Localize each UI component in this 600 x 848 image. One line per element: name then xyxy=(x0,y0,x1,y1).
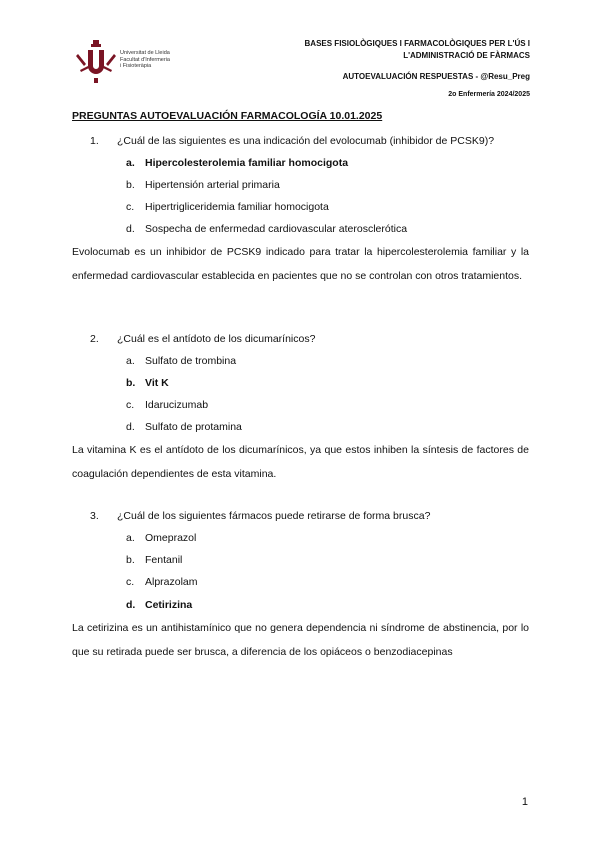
question-1-option-a xyxy=(126,157,348,169)
question-3-option-c xyxy=(126,576,198,588)
page-title: PREGUNTAS AUTOEVALUACIÓN FARMACOLOGÍA 10.01.2025 xyxy=(72,110,383,122)
course-title xyxy=(305,38,530,62)
option-letter: c. xyxy=(126,576,135,588)
question-1-option-d xyxy=(126,223,407,235)
option-text: Sospecha de enfermedad cardiovascular aterosclerótica xyxy=(145,223,408,235)
option-letter: d. xyxy=(126,599,136,611)
question-2-explanation: La vitamina K es el antídoto de los dicumarínicos, ya que estos inhiben la síntesis de factores de coagulación dependientes de esta vitamina. xyxy=(72,444,529,480)
course-title-line-1: BASES FISIOLÒGIQUES I FARMACOLÒGIQUES PER L'ÚS I xyxy=(304,39,530,48)
option-text: Sulfato de trombina xyxy=(145,355,237,367)
question-number: 3. xyxy=(90,510,99,522)
question-1-explanation: Evolocumab es un inhibidor de PCSK9 indicado para tratar la hipercolesterolemia familiar y la enfermedad cardiovascular establecida en pacientes que no se controlan con otros tratamientos. xyxy=(72,246,529,282)
option-letter: b. xyxy=(126,554,135,566)
page-number: 1 xyxy=(521,796,528,808)
option-text: Hipertensión arterial primaria xyxy=(145,179,280,191)
option-letter: a. xyxy=(126,157,135,169)
option-text: Omeprazol xyxy=(145,532,197,544)
question-3 xyxy=(90,510,430,522)
university-logo xyxy=(76,40,186,84)
option-text: Alprazolam xyxy=(145,576,198,588)
option-letter: b. xyxy=(126,179,135,191)
question-2-option-a xyxy=(126,355,236,367)
question-2-option-d xyxy=(126,421,242,433)
option-text: Vit K xyxy=(145,377,169,389)
question-2-option-c xyxy=(126,399,208,411)
option-letter: b. xyxy=(126,377,136,389)
question-number: 1. xyxy=(90,135,99,147)
question-3-option-a xyxy=(126,532,196,544)
course-title-line-2: L'ADMINISTRACIÓ DE FÀRMACS xyxy=(403,51,530,60)
option-letter: d. xyxy=(126,223,135,235)
question-3-explanation: La cetirizina es un antihistamínico que no genera dependencia ni síndrome de abstinencia, por lo que su retirada puede ser brusca, a diferencia de los opiáceos o benzodiacepinas xyxy=(72,622,529,658)
logo-text xyxy=(120,50,170,70)
logo-line-1: Universitat de Lleida xyxy=(120,50,170,56)
question-number: 2. xyxy=(90,333,99,345)
logo-line-2: Facultat d'Infermeria xyxy=(120,56,170,63)
course-year: 2o Enfermería 2024/2025 xyxy=(448,91,530,98)
option-letter: c. xyxy=(126,399,135,411)
option-text: Hipercolesterolemia familiar homocigota xyxy=(145,157,349,169)
question-text: ¿Cuál es el antídoto de los dicumarínicos? xyxy=(117,333,316,345)
question-1-option-c xyxy=(126,201,329,213)
option-text: Hipertrigliceridemia familiar homocigota xyxy=(145,201,329,213)
question-2-option-b xyxy=(126,377,169,389)
option-text: Fentanil xyxy=(145,554,183,566)
question-1 xyxy=(90,135,494,147)
option-letter: a. xyxy=(126,355,135,367)
option-text: Sulfato de protamina xyxy=(145,421,242,433)
university-emblem-icon xyxy=(76,40,116,84)
option-letter: d. xyxy=(126,421,135,433)
question-3-option-d xyxy=(126,599,192,611)
question-3-option-b xyxy=(126,554,182,566)
document-subtitle: AUTOEVALUACIÓN RESPUESTAS - @Resu_Preg xyxy=(342,72,530,81)
question-2 xyxy=(90,333,315,345)
option-letter: a. xyxy=(126,532,135,544)
question-1-option-b xyxy=(126,179,280,191)
question-text: ¿Cuál de las siguientes es una indicación del evolocumab (inhibidor de PCSK9)? xyxy=(117,135,495,147)
logo-line-3: i Fisioteràpia xyxy=(120,63,152,69)
option-text: Cetirizina xyxy=(145,599,193,611)
option-text: Idarucizumab xyxy=(145,399,209,411)
option-letter: c. xyxy=(126,201,135,213)
question-text: ¿Cuál de los siguientes fármacos puede retirarse de forma brusca? xyxy=(117,510,431,522)
